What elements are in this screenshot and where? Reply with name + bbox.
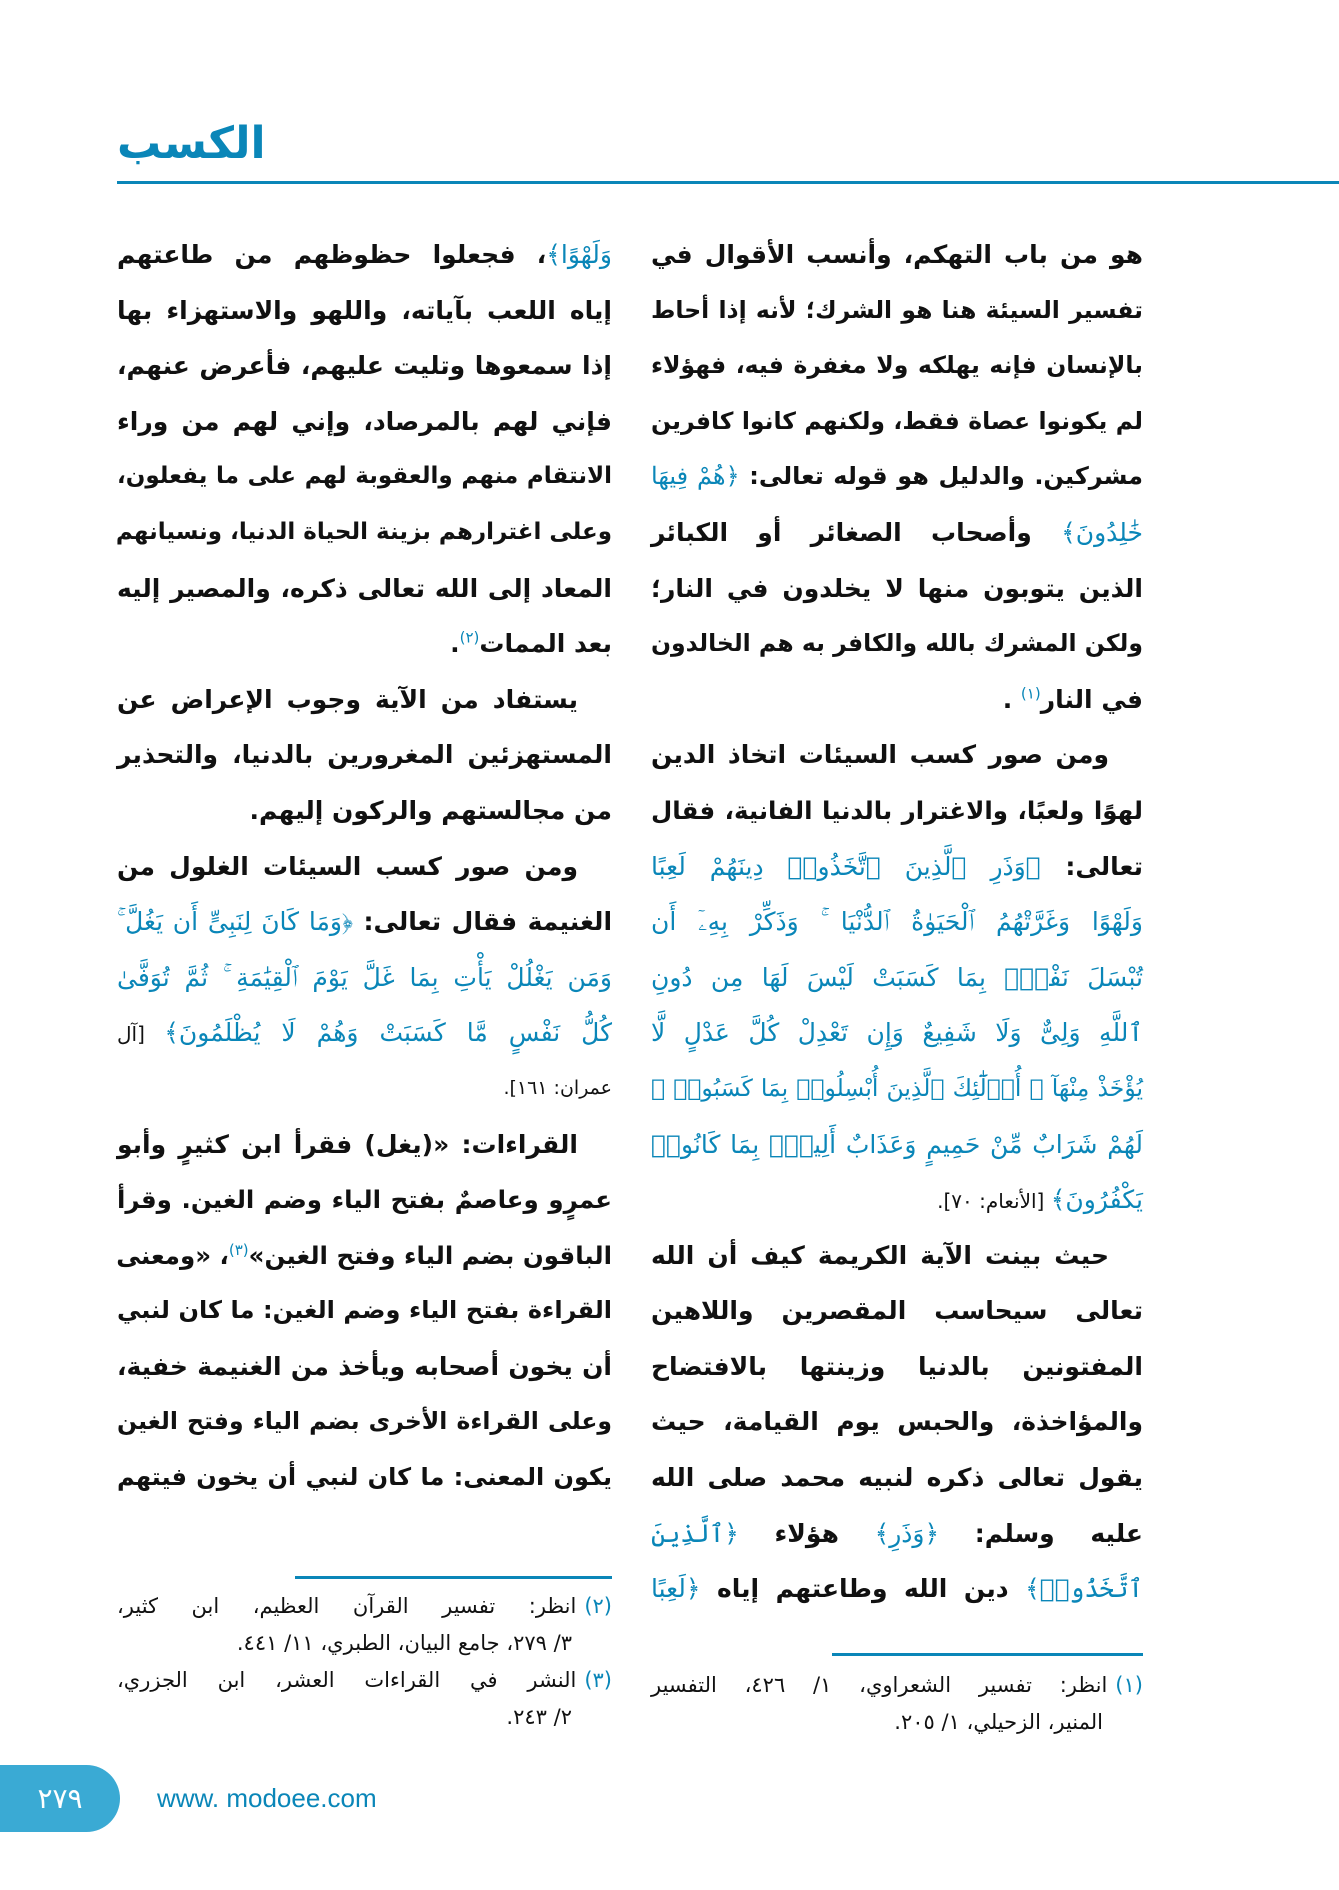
text-line [117,894,612,950]
footnote-ref[interactable]: (٢) [459,628,480,647]
quran-verse: ﴿لَعِبًا [651,1574,701,1604]
footnote-text: المنير، الزحيلي، ١/ ٢٠٥. [894,1710,1103,1734]
text: المستهزئين المغرورين بالدنيا، والتحذير [117,740,612,770]
verse-reference: [الأنعام: ٧٠]. [937,1189,1051,1214]
text-line [651,616,1143,672]
text: يكون المعنى: ما كان لنبي أن يخون فيتهم [117,1463,612,1492]
text: تعالى: [1040,851,1143,881]
text: وعلى القراءة الأخرى بضم الياء وفتح الغين [117,1407,612,1436]
text-line [651,1394,1143,1450]
text-line [651,561,1143,617]
text-line [117,1172,612,1228]
text-line [651,1561,1143,1617]
text-line [117,283,612,339]
footnotes-right [651,1667,1143,1741]
footnote-text: ٢/ ٢٤٣. [506,1705,572,1729]
text-line [651,1061,1143,1117]
text-line [651,449,1143,505]
text-line [117,561,612,617]
quran-verse: وَلَهْوًا وَغَرَّتْهُمُ ٱلْحَيَوٰةُ ٱلدُّنْيَا ۚ وَذَكِّرْ بِهِۦٓ أَن [651,907,1143,937]
text: ومن صور كسب السيئات اتخاذ الدين [651,740,1109,770]
text-line [117,449,612,505]
footnote-ref[interactable]: (٣) [228,1240,249,1259]
footnote-line [651,1667,1143,1704]
text-line [651,839,1143,895]
text: لم يكونوا عصاة فقط، ولكنهم كانوا كافرين [651,406,1143,435]
text-line [651,505,1143,561]
text-line [117,1339,612,1395]
text-line [651,1506,1143,1562]
text: ولكن المشرك بالله والكافر به هم الخالدون [651,629,1143,658]
header-rule [117,181,1339,184]
text-line [651,1283,1143,1339]
text: الذين يتوبون منها لا يخلدون في النار؛ [651,573,1143,603]
quran-verse: وَمَن يَغْلُلْ يَأْتِ بِمَا غَلَّ يَوْمَ ٱلْقِيَٰمَةِ ۚ ثُمَّ تُوَفَّىٰ [117,962,612,992]
text-line [117,227,612,283]
text-line [651,338,1143,394]
text-line [651,1228,1143,1284]
text: وأصحاب الصغائر أو الكبائر [651,517,1062,547]
text-line [651,672,1143,728]
text: القراءات: «(يغل) فقرأ ابن كثيرٍ وأبو [117,1129,578,1159]
text-line [117,1061,612,1117]
text: يقول تعالى ذكره لنبيه محمد صلى الله [651,1463,1143,1493]
quran-verse: وَلَهْوًا﴾ [546,240,612,269]
quran-verse: يُؤْخَذْ مِنْهَآ ۗ أُو۟لَٰٓئِكَ ٱلَّذِينَ أُبْسِلُوا۟ بِمَا كَسَبُوا۟ ۖ [651,1073,1143,1102]
footnote-line [117,1625,612,1662]
text-line [651,394,1143,450]
footnote-ref[interactable]: (١) [1020,684,1041,703]
text-line [117,394,612,450]
text-line [651,727,1143,783]
text: حيث بينت الآية الكريمة كيف أن الله [651,1240,1109,1270]
text: القراءة بفتح الياء وضم الغين: ما كان لنبي [117,1296,612,1325]
text: بالإنسان فإنه يهلكه ولا مغفرة فيه، فهؤلاء [651,351,1143,380]
left-column [117,227,612,1506]
text: الباقون بضم الياء وفتح الغين» [248,1240,612,1270]
footnote-line [651,1704,1143,1741]
text: بعد الممات [479,629,612,659]
text: في النار [1040,684,1143,714]
text: ، فجعلوا حظوظهم من طاعتهم [117,240,547,269]
footnote-line [117,1699,612,1736]
text: دين الله وطاعتهم إياه [700,1574,1026,1604]
text: وعلى اغترارهم بزينة الحياة الدنيا، ونسيانهم [115,518,612,545]
text-line [651,950,1143,1006]
footnote-text: انظر: تفسير القرآن العظيم، ابن كثير، [117,1594,577,1618]
text: فإني لهم بالمرصاد، وإني لهم من وراء [117,406,612,436]
text-line [651,227,1143,283]
text: . [450,629,460,659]
text-line [651,894,1143,950]
text: والمؤاخذة، والحبس يوم القيامة، حيث [651,1407,1143,1437]
right-column [651,227,1143,1617]
quran-verse: ٱللَّهِ وَلِىٌّ وَلَا شَفِيعٌ وَإِن تَعْدِلْ كُلَّ عَدْلٍ لَّا [651,1018,1143,1048]
footnote-text: ٣/ ٢٧٩، جامع البيان، الطبري، ١١/ ٤٤١. [236,1631,572,1655]
text: أن يخون أصحابه ويأخذ من الغنيمة خفية، [117,1351,612,1381]
footnote-line [117,1662,612,1699]
text: الغنيمة فقال تعالى: [353,907,613,937]
text-line [651,1450,1143,1506]
quran-verse: ﴿وَذَرِ ٱلَّذِينَ ٱتَّخَذُوا۟ دِينَهُمْ لَعِبًا [651,851,1041,881]
footnote-number: (٣) [584,1668,612,1692]
text: المفتونين بالدنيا وزينتها بالافتضاح [651,1351,1143,1381]
footnote-text: انظر: تفسير الشعراوي، ١/ ٤٢٦، التفسير [651,1673,1108,1697]
quran-verse: يَكْفُرُونَ﴾ [1050,1185,1143,1215]
text-line [117,1450,612,1506]
quran-verse: ﴿وَذَرِ﴾ [874,1518,940,1548]
quran-verse: تُبْسَلَ نَفْسٌۢ بِمَا كَسَبَتْ لَيْسَ لَهَا مِن دُونِ [651,962,1143,992]
verse-reference: [آل [117,1022,165,1047]
text-line [651,1172,1143,1228]
text: مشركين. والدليل هو قوله تعالى: [739,462,1143,491]
footnote-line [117,1588,612,1625]
text: إياه اللعب بآياته، واللهو والاستهزاء بها [117,295,612,325]
footnote-text: النشر في القراءات العشر، ابن الجزري، [117,1668,577,1692]
text-line [117,505,612,561]
text-line [117,338,612,394]
text: . [1002,684,1021,714]
text-line [117,783,612,839]
quran-verse: ﴿وَمَا كَانَ لِنَبِىٍّ أَن يَغُلَّ ۚ [117,907,354,937]
quran-verse: خَٰلِدُونَ﴾ [1061,517,1143,547]
text: لهوًا ولعبًا، والاغترار بالدنيا الفانية، فقال [651,795,1143,825]
text: عليه وسلم: [939,1518,1143,1548]
text-line [651,1005,1143,1061]
text-line [117,1283,612,1339]
text: هؤلاء [738,1518,875,1548]
text: ومن صور كسب السيئات الغلول من [117,851,578,881]
quran-verse: ٱتَّخَذُوا۟﴾ [1025,1574,1143,1604]
text: يستفاد من الآية وجوب الإعراض عن [117,684,578,714]
footnote-separator [295,1576,612,1579]
text: ، «ومعنى [116,1240,229,1270]
text: عمران: ١٦١]. [503,1076,612,1099]
text-line [117,1394,612,1450]
footnote-number: (١) [1115,1673,1143,1697]
text: المعاد إلى الله تعالى ذكره، والمصير إليه [117,573,612,603]
text-line [117,839,612,895]
text-line [651,1339,1143,1395]
text: إذا سمعوها وتليت عليهم، فأعرض عنهم، [117,351,612,381]
text: هو من باب التهكم، وأنسب الأقوال في [651,240,1143,269]
text: من مجالستهم والركون إليهم. [249,795,612,825]
text-line [117,1005,612,1061]
website-url: www. modoee.com [157,1783,377,1813]
text-line [117,727,612,783]
text: عمرٍو وعاصمٌ بفتح الياء وضم الغين. وقرأ [117,1185,612,1215]
text: تعالى سيحاسب المقصرين واللاهين [651,1296,1143,1326]
text-line [651,283,1143,339]
page-number: ٢٧٩ [0,1765,120,1832]
footnote-number: (٢) [584,1594,612,1618]
text-line [117,950,612,1006]
text-line [117,1117,612,1173]
text-line [117,1228,612,1284]
chapter-title: الكسب [117,118,266,169]
quran-verse: ﴿هُمْ فِيهَا [651,462,740,491]
text-line [651,783,1143,839]
quran-verse: ﴿ٱلَّذِينَ [651,1518,739,1548]
footnote-separator [832,1653,1143,1656]
text-line [117,616,612,672]
footnotes-left [117,1588,612,1736]
text-line [651,1117,1143,1173]
quran-verse: كُلُّ نَفْسٍ مَّا كَسَبَتْ وَهُمْ لَا يُظْلَمُونَ﴾ [164,1018,612,1048]
quran-verse: لَهُمْ شَرَابٌ مِّنْ حَمِيمٍ وَعَذَابٌ أَلِيمٌۢ بِمَا كَانُوا۟ [651,1129,1143,1159]
text: تفسير السيئة هنا هو الشرك؛ لأنه إذا أحاط [651,295,1143,324]
text: الانتقام منهم والعقوبة لهم على ما يفعلون، [117,463,612,490]
text-line [117,672,612,728]
